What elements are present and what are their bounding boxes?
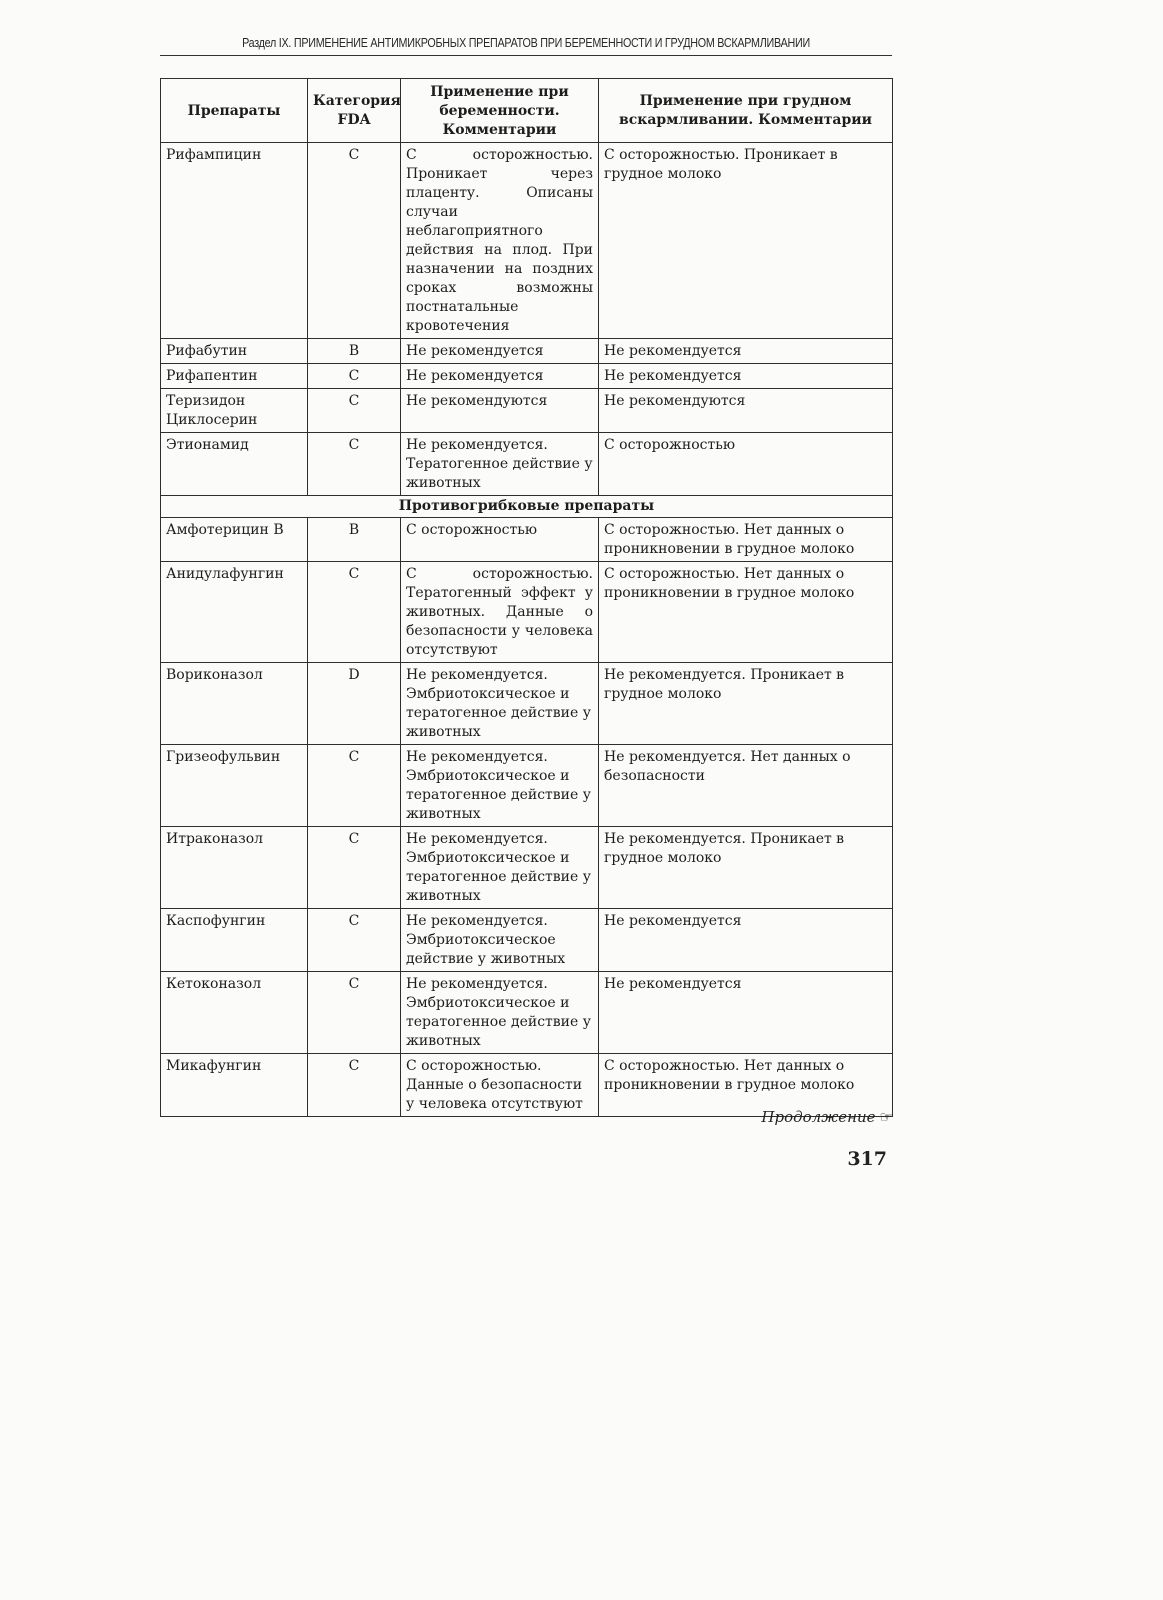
fda-category: В xyxy=(308,339,401,364)
fda-category: С xyxy=(308,562,401,663)
fda-category: С xyxy=(308,827,401,909)
hand-pointer-icon: ☞ xyxy=(879,1108,893,1126)
lactation-comment: Не рекомендуются xyxy=(599,389,893,433)
fda-category: В xyxy=(308,518,401,562)
fda-category: С xyxy=(308,389,401,433)
fda-category: С xyxy=(308,143,401,339)
lactation-comment: С осторожностью. Проникает в грудное молоко xyxy=(599,143,893,339)
drug-name: Каспофунгин xyxy=(161,909,308,972)
pregnancy-comment: С осторожностью. Тератогенный эффект у животных. Данные о безопасности у человека отсутствуют xyxy=(401,562,599,663)
pregnancy-comment: С осторожностью. Данные о безопасности у человека отсутствуют xyxy=(401,1054,599,1117)
drug-name: Анидулафунгин xyxy=(161,562,308,663)
drug-name: Теризидон Циклосерин xyxy=(161,389,308,433)
table-row xyxy=(161,143,893,339)
fda-category: С xyxy=(308,433,401,496)
drug-name: Кетоконазол xyxy=(161,972,308,1054)
continuation-label: Продолжение xyxy=(761,1108,876,1126)
table-row xyxy=(161,389,893,433)
drug-name: Итраконазол xyxy=(161,827,308,909)
header-fda-category: Категория FDA xyxy=(308,79,401,143)
lactation-comment: Не рекомендуется xyxy=(599,972,893,1054)
table-row xyxy=(161,339,893,364)
lactation-comment: Не рекомендуется xyxy=(599,909,893,972)
header-lactation: Применение при грудном вскармливании. Комментарии xyxy=(599,79,893,143)
table-row xyxy=(161,433,893,496)
drug-name: Гризеофульвин xyxy=(161,745,308,827)
header-drugs: Препараты xyxy=(161,79,308,143)
fda-category: D xyxy=(308,663,401,745)
running-head: Раздел IX. ПРИМЕНЕНИЕ АНТИМИКРОБНЫХ ПРЕПАРАТОВ ПРИ БЕРЕМЕННОСТИ И ГРУДНОМ ВСКАРМЛИВАНИИ xyxy=(242,36,810,50)
lactation-comment: С осторожностью. Нет данных о проникновении в грудное молоко xyxy=(599,1054,893,1117)
page-number: 317 xyxy=(847,1148,887,1170)
lactation-comment: С осторожностью. Нет данных о проникновении в грудное молоко xyxy=(599,562,893,663)
pregnancy-comment: Не рекомендуется xyxy=(401,364,599,389)
pregnancy-comment: Не рекомендуется. Эмбриотоксическое действие у животных xyxy=(401,909,599,972)
table-row xyxy=(161,562,893,663)
lactation-comment: Не рекомендуется. Проникает в грудное молоко xyxy=(599,663,893,745)
table-row xyxy=(161,364,893,389)
header-rule xyxy=(160,55,892,56)
table-header-row xyxy=(161,79,893,143)
pregnancy-comment: Не рекомендуется. Эмбриотоксическое и тератогенное действие у животных xyxy=(401,827,599,909)
table-row xyxy=(161,972,893,1054)
fda-category: С xyxy=(308,909,401,972)
pregnancy-comment: С осторожностью xyxy=(401,518,599,562)
drug-name: Микафунгин xyxy=(161,1054,308,1117)
table-row xyxy=(161,745,893,827)
section-title: Противогрибковые препараты xyxy=(161,496,893,518)
drug-name: Этионамид xyxy=(161,433,308,496)
drug-table xyxy=(160,78,893,1117)
fda-category: С xyxy=(308,364,401,389)
lactation-comment: Не рекомендуется. Проникает в грудное молоко xyxy=(599,827,893,909)
pregnancy-comment: Не рекомендуется. Тератогенное действие у животных xyxy=(401,433,599,496)
lactation-comment: Не рекомендуется. Нет данных о безопасности xyxy=(599,745,893,827)
section-row xyxy=(161,496,893,518)
drug-name: Рифабутин xyxy=(161,339,308,364)
lactation-comment: С осторожностью. Нет данных о проникновении в грудное молоко xyxy=(599,518,893,562)
fda-category: С xyxy=(308,972,401,1054)
pregnancy-comment: Не рекомендуется. Эмбриотоксическое и тератогенное действие у животных xyxy=(401,745,599,827)
fda-category: С xyxy=(308,1054,401,1117)
lactation-comment: Не рекомендуется xyxy=(599,364,893,389)
header-pregnancy: Применение при беременности. Комментарии xyxy=(401,79,599,143)
table-row xyxy=(161,827,893,909)
table-row xyxy=(161,909,893,972)
drug-name: Рифапентин xyxy=(161,364,308,389)
drug-name: Амфотерицин В xyxy=(161,518,308,562)
pregnancy-comment: С осторожностью. Проникает через плаценту. Описаны случаи неблагоприятного действия на плод. При назначении на поздних сроках возможны постнатальные кровотечения xyxy=(401,143,599,339)
pregnancy-comment: Не рекомендуется. Эмбриотоксическое и тератогенное действие у животных xyxy=(401,663,599,745)
fda-category: С xyxy=(308,745,401,827)
lactation-comment: Не рекомендуется xyxy=(599,339,893,364)
continuation-note xyxy=(761,1108,893,1126)
table-row xyxy=(161,518,893,562)
pregnancy-comment: Не рекомендуется xyxy=(401,339,599,364)
drug-name: Рифампицин xyxy=(161,143,308,339)
table-row xyxy=(161,663,893,745)
lactation-comment: С осторожностью xyxy=(599,433,893,496)
pregnancy-comment: Не рекомендуются xyxy=(401,389,599,433)
pregnancy-comment: Не рекомендуется. Эмбриотоксическое и тератогенное действие у животных xyxy=(401,972,599,1054)
drug-name: Вориконазол xyxy=(161,663,308,745)
